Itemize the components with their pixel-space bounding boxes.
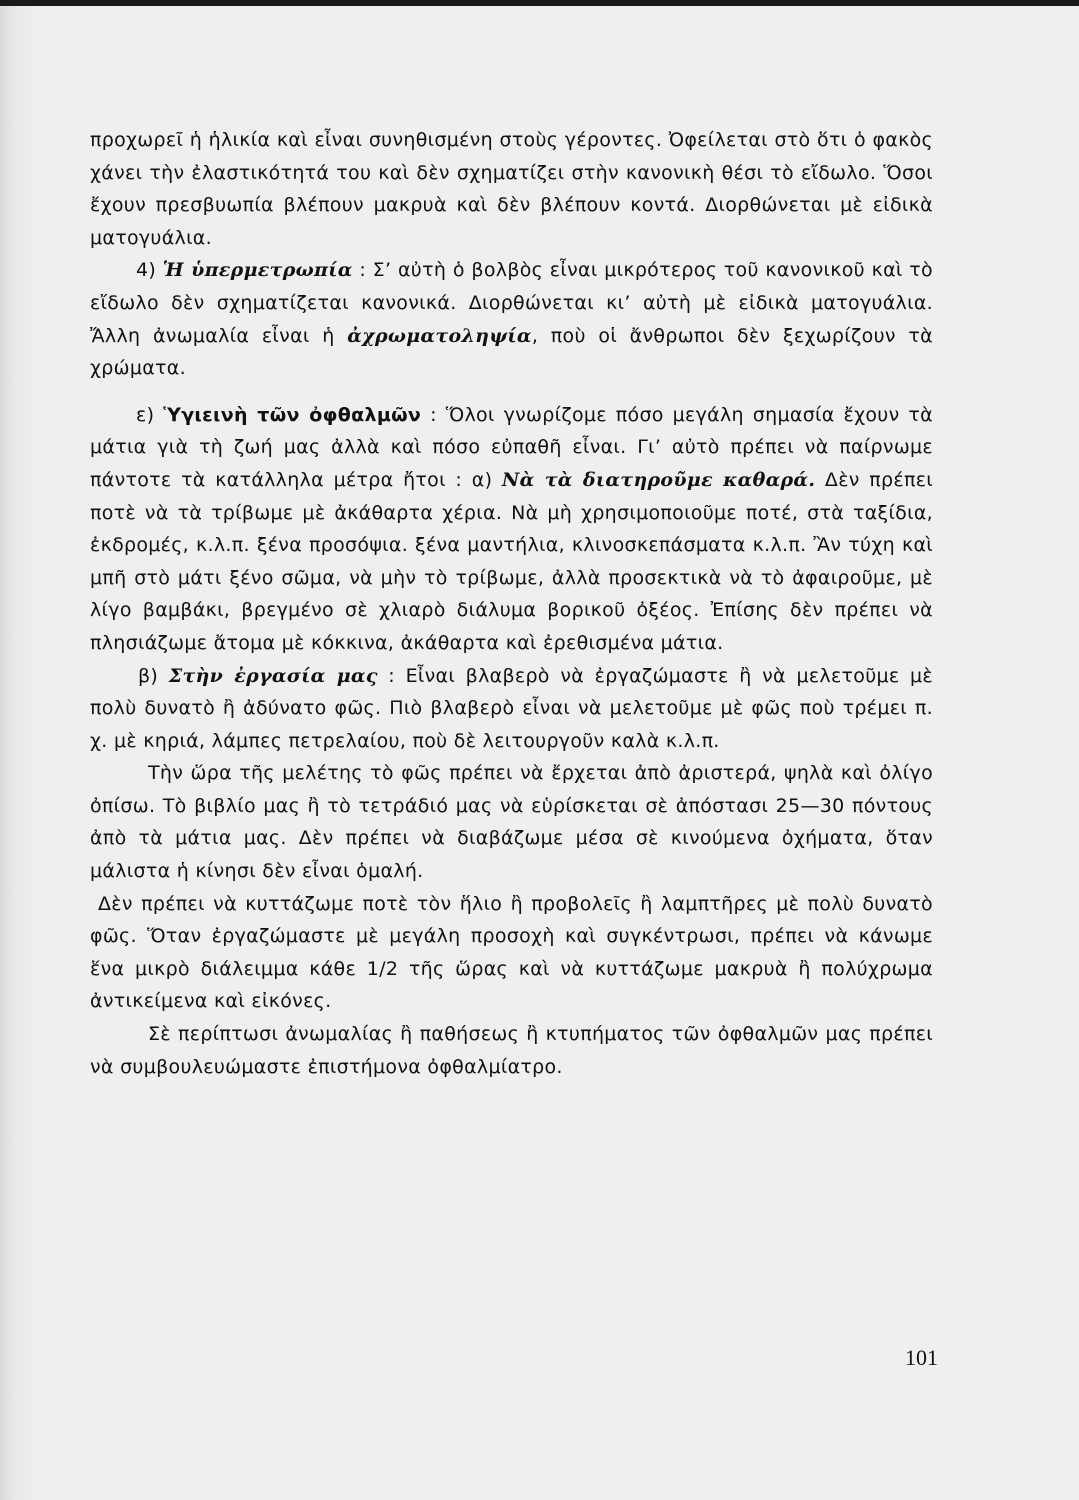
subsection-letter: β) bbox=[138, 664, 169, 687]
hyperopia-text: : Σ’ αὐτὴ ὁ βολβὸς εἶναι μικρότερος τοῦ κανονικοῦ καὶ τὸ εἴδωλο δὲν σχηματίζεται κανονικά. Διορθώνεται κι’ αὐτὴ μὲ εἰδικὰ ματογυάλια. Ἄλλη ἀνωμαλία εἶναι ἡ bbox=[90, 259, 933, 347]
paragraph-gap bbox=[90, 385, 933, 399]
term-keep-clean: Νὰ τὰ διατηροῦμε καθαρά. bbox=[501, 468, 816, 491]
section-letter: ε) bbox=[136, 403, 164, 426]
at-work-text: : Εἶναι βλαβερὸ νὰ ἐργαζώμαστε ἢ νὰ μελετοῦμε μὲ πολὺ δυνατὸ ἢ ἀδύνατο φῶς. Πιὸ βλαβερὸ εἶναι νὰ μελετοῦμε μὲ φῶς ποὺ τρέμει π. χ. μὲ κηριά, λάμπες πετρελαίου, ποὺ δὲ λειτουργοῦν καλὰ κ.λ.π. bbox=[90, 664, 933, 752]
paragraph-presbyopia: προχωρεῖ ἡ ἡλικία καὶ εἶναι συνηθισμένη στοὺς γέροντες. Ὀφείλεται στὸ ὅτι ὁ φακὸς χάνει τὴν ἐλαστικότητά του καὶ δὲν σχηματίζει στὴν κανονικὴ θέσι τὸ εἴδωλο. Ὅσοι ἔχουν πρεσβυωπία βλέπουν μακρυὰ καὶ δὲν βλέπουν κοντά. Διορθώνεται μὲ εἰδικὰ ματογυάλια. bbox=[90, 129, 933, 249]
paragraph-consult-doctor: Σὲ περίπτωσι ἀνωμαλίας ἢ παθήσεως ἢ κτυπήματος τῶν ὀφθαλμῶν μας πρέπει νὰ συμβουλευώμαστε ἐπιστήμονα ὀφθαλμίατρο. bbox=[90, 1023, 933, 1078]
body-text bbox=[90, 124, 933, 1083]
term-hyperopia: Ἡ ὑπερμετρωπία bbox=[162, 259, 353, 282]
hygiene-text: : Ὅλοι γνωρίζομε πόσο μεγάλη σημασία ἔχουν τὰ μάτια γιὰ τὴ ζωή μας ἀλλὰ καὶ πόσο εὐπαθῆ εἶναι. Γι’ αὐτὸ πρέπει νὰ παίρνωμε πάντοτε τὰ κατάλληλα μέτρα ἤτοι : α) bbox=[90, 403, 933, 491]
color-blindness-text: , ποὺ οἱ ἄνθρωποι δὲν ξεχωρίζουν τὰ χρώματα. bbox=[90, 324, 933, 380]
page-top-edge bbox=[0, 0, 1079, 6]
paragraph-study-light: Τὴν ὥρα τῆς μελέτης τὸ φῶς πρέπει νὰ ἔρχεται ἀπὸ ἀριστερά, ψηλὰ καὶ ὀλίγο ὀπίσω. Τὸ βιβλίο μας ἢ τὸ τετράδιό μας νὰ εὑρίσκεται σὲ ἀπόστασι 25—30 πόντους ἀπὸ τὰ μάτια μας. Δὲν πρέπει νὰ διαβάζωμε μέσα σὲ κινούμενα ὀχήματα, ὅταν μάλιστα ἡ κίνησι δὲν εἶναι ὁμαλή. bbox=[90, 762, 933, 883]
paragraph-eye-hygiene bbox=[90, 399, 933, 660]
paragraph-at-work bbox=[90, 660, 933, 758]
item-number: 4) bbox=[136, 259, 163, 282]
section-heading: Ὑγιεινὴ τῶν ὀφθαλμῶν bbox=[163, 403, 422, 426]
page-number: 101 bbox=[905, 1345, 938, 1370]
paragraph-sun-warning: Δὲν πρέπει νὰ κυττάζωμε ποτὲ τὸν ἥλιο ἢ προβολεῖς ἢ λαμπτῆρες μὲ πολὺ δυνατὸ φῶς. Ὅταν ἐργαζώμαστε μὲ μεγάλη προσοχὴ καὶ συγκέντρωσι, πρέπει νὰ κάνωμε ἕνα μικρὸ διάλειμμα κάθε 1/2 τῆς ὥρας καὶ νὰ κυττάζωμε μακρυὰ ἢ πολύχρωμα ἀντικείμενα καὶ εἰκόνες. bbox=[90, 892, 933, 1013]
keep-clean-text: Δὲν πρέπει ποτὲ νὰ τὰ τρίβωμε μὲ ἀκάθαρτα χέρια. Νὰ μὴ χρησιμοποιοῦμε ποτέ, στὰ ταξίδια, ἐκδρομές, κ.λ.π. ξένα προσόψια. ξένα μαντήλια, κλινοσκεπάσματα κ.λ.π. Ἂν τύχη καὶ μπῆ στὸ μάτι ξένο σῶμα, νὰ μὴν τὸ τρίβωμε, ἀλλὰ προσεκτικὰ νὰ τὸ ἀφαιροῦμε, μὲ λίγο βαμβάκι, βρεγμένο σὲ χλιαρὸ διάλυμα βορικοῦ ὀξέος. Ἐπίσης δὲν πρέπει νὰ πλησιάζωμε ἄτομα μὲ κόκκινα, ἀκάθαρτα καὶ ἐρεθισμένα μάτια. bbox=[90, 468, 934, 654]
term-color-blindness: ἀχρωματοληψία bbox=[347, 324, 532, 347]
paragraph-hyperopia bbox=[90, 254, 933, 384]
term-at-work: Στὴν ἐργασία μας bbox=[168, 664, 378, 687]
